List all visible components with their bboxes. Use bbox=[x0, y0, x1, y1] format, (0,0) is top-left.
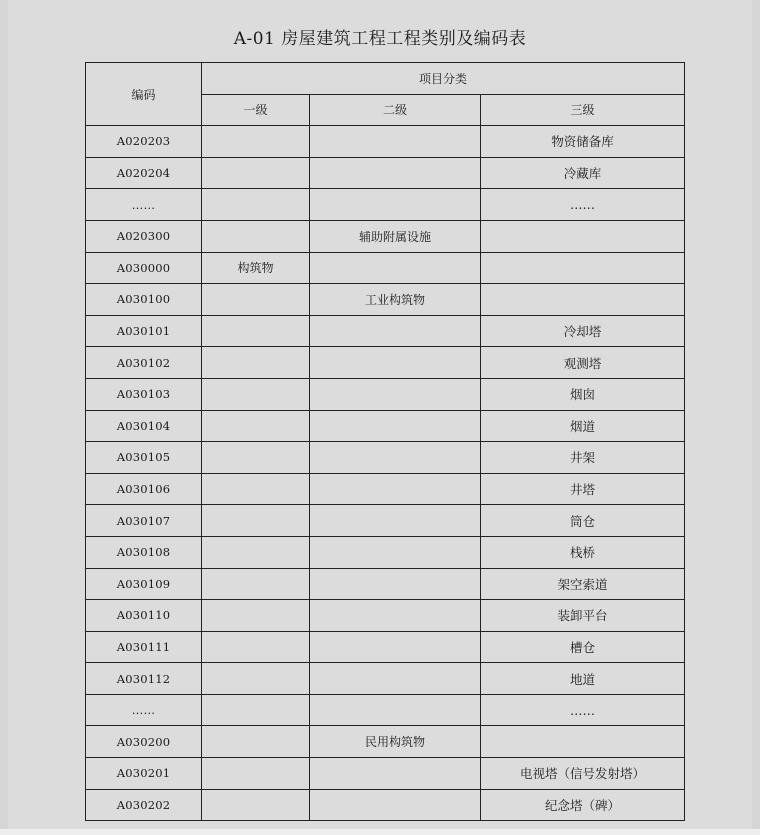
cell-l3: 冷藏库 bbox=[481, 157, 685, 189]
cell-l1 bbox=[202, 694, 310, 726]
cell-l2 bbox=[310, 694, 481, 726]
table-row bbox=[86, 410, 685, 442]
cell-l2: 辅助附属设施 bbox=[310, 220, 481, 252]
cell-code: A030111 bbox=[86, 631, 202, 663]
cell-code: A030107 bbox=[86, 505, 202, 537]
cell-l3: 冷却塔 bbox=[481, 315, 685, 347]
cell-l1 bbox=[202, 126, 310, 158]
cell-l1 bbox=[202, 663, 310, 695]
table-row bbox=[86, 347, 685, 379]
cell-code: A030201 bbox=[86, 758, 202, 790]
cell-code: A020204 bbox=[86, 157, 202, 189]
cell-l2 bbox=[310, 252, 481, 284]
cell-l3: 架空索道 bbox=[481, 568, 685, 600]
cell-l3: 地道 bbox=[481, 663, 685, 695]
cell-l2 bbox=[310, 315, 481, 347]
cell-l2 bbox=[310, 568, 481, 600]
cell-l1 bbox=[202, 220, 310, 252]
cell-code: A030000 bbox=[86, 252, 202, 284]
header-level1: 一级 bbox=[202, 94, 310, 126]
cell-l1 bbox=[202, 631, 310, 663]
cell-l3 bbox=[481, 252, 685, 284]
cell-l1: 构筑物 bbox=[202, 252, 310, 284]
cell-l3: 电视塔（信号发射塔） bbox=[481, 758, 685, 790]
table-row bbox=[86, 473, 685, 505]
cell-code: A030104 bbox=[86, 410, 202, 442]
cell-code: A020300 bbox=[86, 220, 202, 252]
cell-l2 bbox=[310, 378, 481, 410]
cell-l1 bbox=[202, 536, 310, 568]
cell-code: A030102 bbox=[86, 347, 202, 379]
cell-l1 bbox=[202, 758, 310, 790]
cell-l2 bbox=[310, 347, 481, 379]
table-row bbox=[86, 284, 685, 316]
table-row bbox=[86, 568, 685, 600]
category-code-table bbox=[85, 62, 685, 821]
cell-l1 bbox=[202, 442, 310, 474]
cell-l2 bbox=[310, 789, 481, 821]
cell-l2 bbox=[310, 157, 481, 189]
cell-l2 bbox=[310, 442, 481, 474]
table-row bbox=[86, 157, 685, 189]
cell-l2: 民用构筑物 bbox=[310, 726, 481, 758]
cell-l2 bbox=[310, 600, 481, 632]
table-row bbox=[86, 758, 685, 790]
table-row bbox=[86, 189, 685, 221]
cell-l3: 栈桥 bbox=[481, 536, 685, 568]
table-row bbox=[86, 631, 685, 663]
cell-code: …… bbox=[86, 189, 202, 221]
cell-l3 bbox=[481, 726, 685, 758]
cell-l1 bbox=[202, 410, 310, 442]
cell-l3: …… bbox=[481, 189, 685, 221]
cell-l3: 纪念塔（碑） bbox=[481, 789, 685, 821]
cell-code: A030106 bbox=[86, 473, 202, 505]
header-level3: 三级 bbox=[481, 94, 685, 126]
cell-l2 bbox=[310, 631, 481, 663]
table-row bbox=[86, 694, 685, 726]
table-row bbox=[86, 442, 685, 474]
table-row bbox=[86, 252, 685, 284]
cell-l1 bbox=[202, 789, 310, 821]
cell-l3: …… bbox=[481, 694, 685, 726]
table-row bbox=[86, 315, 685, 347]
cell-l2 bbox=[310, 410, 481, 442]
cell-l3: 井塔 bbox=[481, 473, 685, 505]
cell-l2: 工业构筑物 bbox=[310, 284, 481, 316]
cell-code: …… bbox=[86, 694, 202, 726]
cell-l3: 物资储备库 bbox=[481, 126, 685, 158]
cell-l3 bbox=[481, 284, 685, 316]
cell-l1 bbox=[202, 189, 310, 221]
cell-l1 bbox=[202, 378, 310, 410]
cell-l3: 槽仓 bbox=[481, 631, 685, 663]
cell-code: A030108 bbox=[86, 536, 202, 568]
cell-l2 bbox=[310, 126, 481, 158]
document-title: A-01 房屋建筑工程工程类别及编码表 bbox=[233, 29, 527, 49]
table-row bbox=[86, 663, 685, 695]
cell-l3: 烟道 bbox=[481, 410, 685, 442]
table-row bbox=[86, 378, 685, 410]
cell-l1 bbox=[202, 726, 310, 758]
cell-l2 bbox=[310, 536, 481, 568]
cell-code: A020203 bbox=[86, 126, 202, 158]
cell-l1 bbox=[202, 600, 310, 632]
cell-l2 bbox=[310, 189, 481, 221]
cell-l1 bbox=[202, 284, 310, 316]
cell-code: A030105 bbox=[86, 442, 202, 474]
cell-l3: 筒仓 bbox=[481, 505, 685, 537]
cell-l3: 观测塔 bbox=[481, 347, 685, 379]
cell-l1 bbox=[202, 568, 310, 600]
header-level2: 二级 bbox=[310, 94, 481, 126]
table-row bbox=[86, 536, 685, 568]
page-bottom-edge bbox=[0, 829, 760, 835]
cell-code: A030200 bbox=[86, 726, 202, 758]
cell-l1 bbox=[202, 157, 310, 189]
table-row bbox=[86, 789, 685, 821]
table-row bbox=[86, 726, 685, 758]
cell-l3: 装卸平台 bbox=[481, 600, 685, 632]
cell-l2 bbox=[310, 473, 481, 505]
cell-l3: 井架 bbox=[481, 442, 685, 474]
cell-l1 bbox=[202, 347, 310, 379]
cell-code: A030101 bbox=[86, 315, 202, 347]
cell-l2 bbox=[310, 758, 481, 790]
cell-code: A030110 bbox=[86, 600, 202, 632]
table-row bbox=[86, 505, 685, 537]
cell-l3 bbox=[481, 220, 685, 252]
header-code: 编码 bbox=[86, 63, 202, 126]
cell-l1 bbox=[202, 473, 310, 505]
table-row bbox=[86, 126, 685, 158]
cell-l3: 烟囱 bbox=[481, 378, 685, 410]
table-body bbox=[86, 126, 685, 821]
cell-l1 bbox=[202, 315, 310, 347]
header-category: 项目分类 bbox=[202, 63, 685, 95]
table-row bbox=[86, 600, 685, 632]
cell-code: A030202 bbox=[86, 789, 202, 821]
table-row bbox=[86, 220, 685, 252]
cell-code: A030109 bbox=[86, 568, 202, 600]
cell-code: A030112 bbox=[86, 663, 202, 695]
cell-code: A030100 bbox=[86, 284, 202, 316]
cell-code: A030103 bbox=[86, 378, 202, 410]
cell-l2 bbox=[310, 663, 481, 695]
cell-l2 bbox=[310, 505, 481, 537]
cell-l1 bbox=[202, 505, 310, 537]
